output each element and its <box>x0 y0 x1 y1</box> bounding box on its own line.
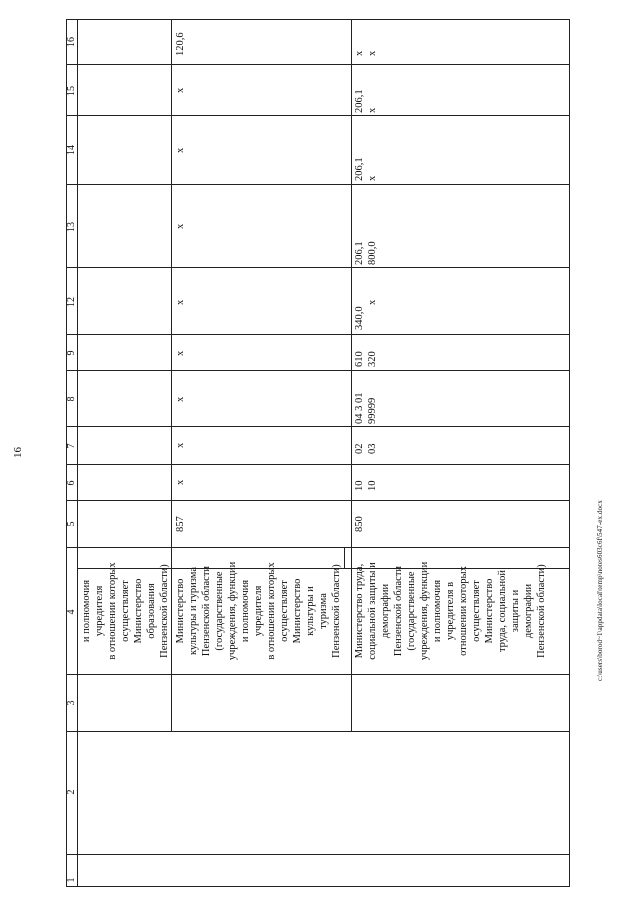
file-path-footer: c:\users\borod~1\appdata\local\temp\notes603c6f\547-ex.docx <box>596 500 604 681</box>
header-col-5: 5 <box>66 521 77 527</box>
row3-col7-value-2: 03 <box>367 443 378 454</box>
row3-col16-value-1: x <box>354 50 365 56</box>
row3-col9-value-2: 320 <box>367 351 378 367</box>
header-col-7: 7 <box>66 443 77 449</box>
header-col-3: 3 <box>66 700 77 706</box>
header-col-2: 2 <box>66 789 77 795</box>
row2-col16-value: 120,6 <box>175 32 186 56</box>
row3-col14-value-1: 206,1 <box>354 157 365 181</box>
row2-col15-value: x <box>175 87 186 93</box>
header-col-14: 14 <box>66 145 77 155</box>
row3-col15-value-2: x <box>367 107 378 113</box>
page-number: 16 <box>12 447 24 458</box>
row2-col7-value: x <box>175 442 186 448</box>
header-col-1: 1 <box>66 877 77 883</box>
row2-col8-value: x <box>175 396 186 402</box>
row3-col16-value-2: x <box>367 50 378 56</box>
row3-col13-value-2: 800,0 <box>367 241 378 265</box>
row1-col4-description: и полномочия учредителя в отношении которых осуществляет Министерство образования Пензенской области) <box>81 562 170 660</box>
row2-col6-value: x <box>175 479 186 485</box>
row2-col13-value: x <box>175 223 186 229</box>
row2-col14-value: x <box>175 147 186 153</box>
row2-col5-code: 857 <box>175 516 186 532</box>
header-col-13: 13 <box>66 222 77 232</box>
row3-col15-value-1: 206,1 <box>354 89 365 113</box>
row3-col13-value-1: 206,1 <box>354 241 365 265</box>
header-col-6: 6 <box>66 480 77 486</box>
row3-col14-value-2: x <box>367 175 378 181</box>
header-col-9: 9 <box>66 350 77 356</box>
row2-col12-value: x <box>175 299 186 305</box>
header-col-8: 8 <box>66 396 77 402</box>
row3-col7-value-1: 02 <box>354 443 365 454</box>
row-separator-2 <box>351 20 352 732</box>
header-col-4: 4 <box>66 609 77 615</box>
row3-col8-value-1: 04 3 01 <box>354 392 365 424</box>
row3-col5-code: 850 <box>354 516 365 532</box>
row3-col12-value-1: 340,0 <box>354 306 365 330</box>
row-separator-1 <box>171 20 172 732</box>
row2-col4-description: Министерство культуры и туризма Пензенской области (государственные учреждения, функции и полномочия учредителя в отношении которых осуществляет Министерство культуры и туризма Пензенской области) <box>175 561 342 661</box>
row3-col4-description: Министерство труда, социальной защиты и демографии Пензенской области (государственные учреждения, функции и полномочия учредителя в отношении которых осуществляет Министерство труда, социальной защиты и демографии Пензенской области) <box>354 561 547 661</box>
row3-col9-value-1: 610 <box>354 351 365 367</box>
header-col-12: 12 <box>66 297 77 307</box>
row3-col6-value-2: 10 <box>367 480 378 491</box>
row2-col9-value: x <box>175 350 186 356</box>
header-col-16: 16 <box>66 37 77 47</box>
row3-col8-value-2: 99999 <box>367 397 378 424</box>
row3-col6-value-1: 10 <box>354 480 365 491</box>
row3-col12-value-2: x <box>367 299 378 305</box>
header-col-15: 15 <box>66 86 77 96</box>
